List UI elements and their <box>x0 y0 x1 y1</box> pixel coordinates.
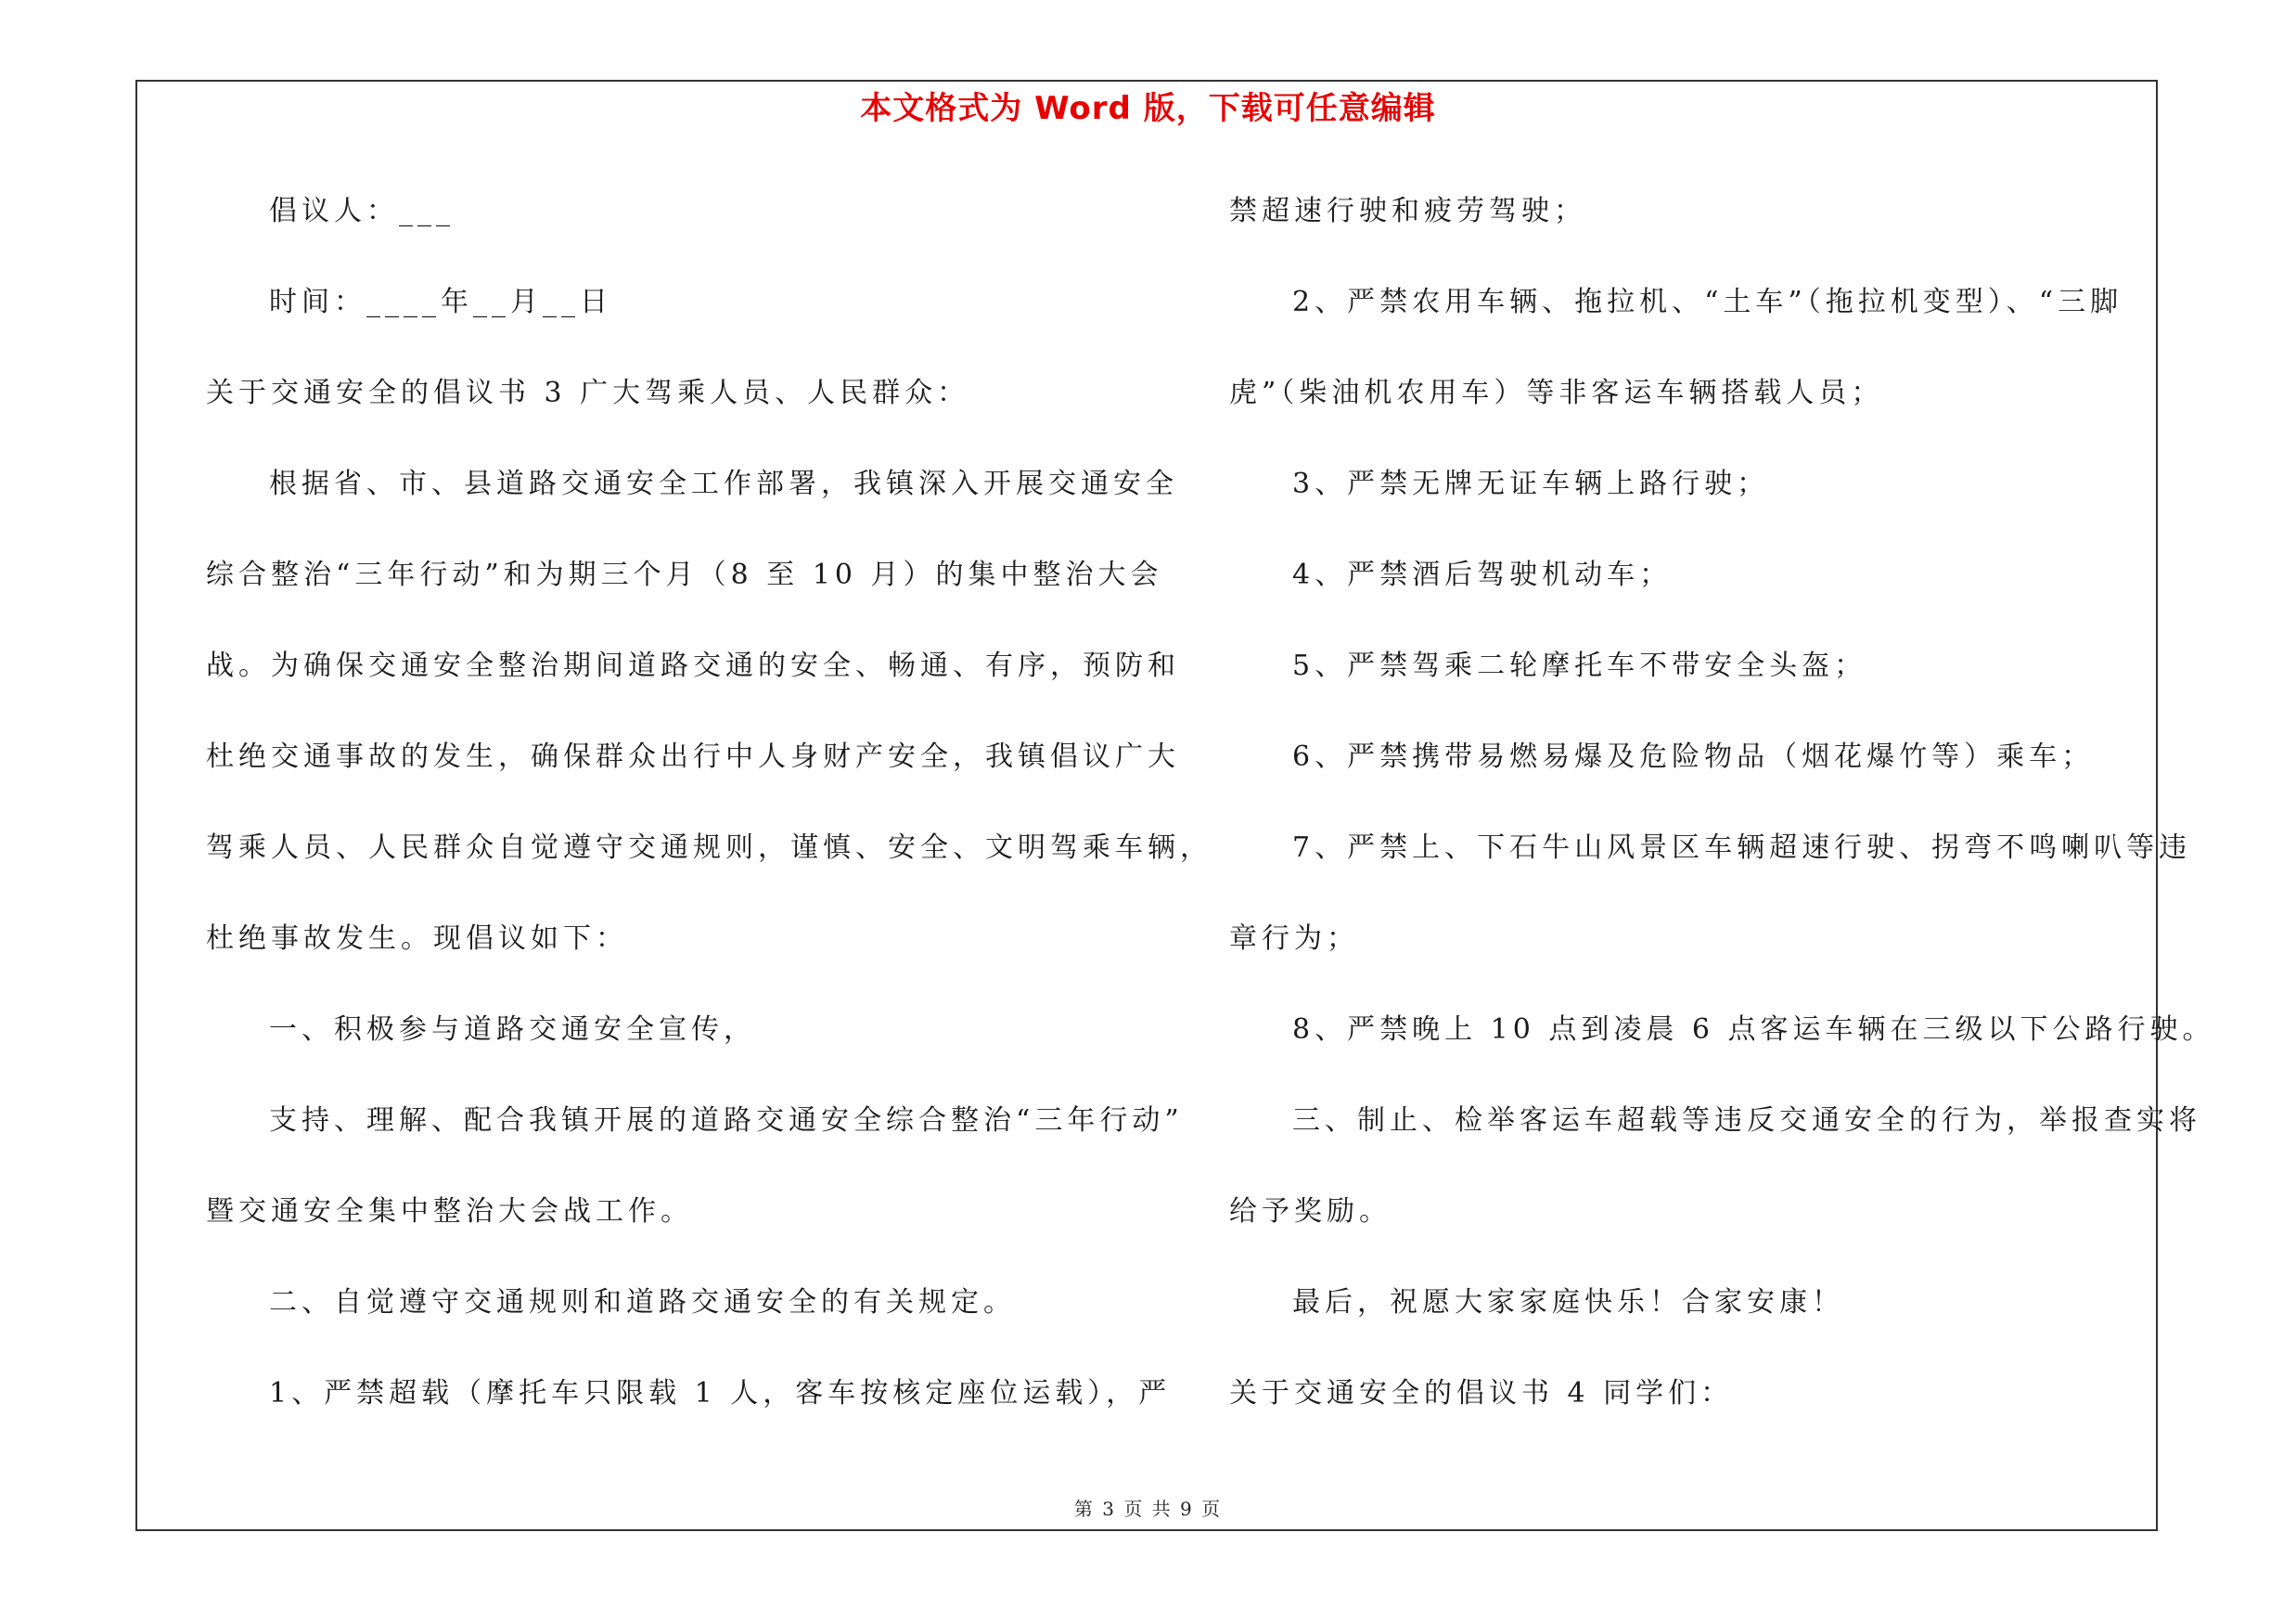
left-text-column <box>206 184 1212 1457</box>
paragraph-line: 虎”（柴油机农用车）等非客运车辆搭载人员； <box>1229 377 1884 409</box>
paragraph-line: 6、严禁携带易燃易爆及危险物品（烟花爆竹等）乘车； <box>1292 741 2095 773</box>
paragraph-line: 4、严禁酒后驾驶机动车； <box>1292 559 1673 591</box>
header-banner: 本文格式为 Word 版，下载可任意编辑 <box>860 90 1436 127</box>
paragraph-line: 3、严禁无牌无证车辆上路行驶； <box>1292 468 1770 500</box>
paragraph-line: 综合整治“三年行动”和为期三个月（8 至 10 月）的集中整治大会 <box>206 559 1163 591</box>
right-text-column <box>1229 184 2215 1457</box>
paragraph-line: 最后，祝愿大家家庭快乐！合家安康！ <box>1292 1286 1844 1319</box>
paragraph-line: 8、严禁晚上 10 点到凌晨 6 点客运车辆在三级以下公路行驶。 <box>1292 1013 2215 1046</box>
paragraph-line: 二、自觉遵守交通规则和道路交通安全的有关规定。 <box>269 1286 1016 1319</box>
paragraph-line: 三、制止、检举客运车超载等违反交通安全的行为，举报查实将 <box>1292 1104 2201 1137</box>
paragraph-line: 关于交通安全的倡议书 4 同学们： <box>1229 1377 1734 1410</box>
page-number: 第 3 页 共 9 页 <box>1073 1498 1223 1520</box>
paragraph-line: 杜绝事故发生。现倡议如下： <box>206 922 628 955</box>
paragraph-line: 1、严禁超载（摩托车只限载 1 人，客车按核定座位运载），严 <box>269 1377 1172 1410</box>
paragraph-line: 暨交通安全集中整治大会战工作。 <box>206 1195 693 1228</box>
paragraph-line: 时间：____年__月__日 <box>269 286 612 318</box>
paragraph-line: 战。为确保交通安全整治期间道路交通的安全、畅通、有序，预防和 <box>206 650 1180 682</box>
paragraph-line: 关于交通安全的倡议书 3 广大驾乘人员、人民群众： <box>206 377 970 409</box>
paragraph-line: 7、严禁上、下石牛山风景区车辆超速行驶、拐弯不鸣喇叭等违 <box>1292 831 2192 864</box>
paragraph-line: 5、严禁驾乘二轮摩托车不带安全头盔； <box>1292 650 1867 682</box>
paragraph-line: 章行为； <box>1229 922 1359 955</box>
paragraph-line: 支持、理解、配合我镇开展的道路交通安全综合整治“三年行动” <box>269 1104 1184 1137</box>
paragraph-line: 禁超速行驶和疲劳驾驶； <box>1229 195 1586 227</box>
paragraph-line: 杜绝交通事故的发生，确保群众出行中人身财产安全，我镇倡议广大 <box>206 741 1180 773</box>
paragraph-line: 根据省、市、县道路交通安全工作部署，我镇深入开展交通安全 <box>269 468 1178 500</box>
paragraph-line: 2、严禁农用车辆、拖拉机、“土车”（拖拉机变型）、“三脚 <box>1292 286 2123 318</box>
paragraph-line: 驾乘人员、人民群众自觉遵守交通规则，谨慎、安全、文明驾乘车辆， <box>206 831 1212 864</box>
paragraph-line: 一、积极参与道路交通安全宣传， <box>269 1013 756 1046</box>
paragraph-line: 倡议人：___ <box>269 195 455 227</box>
paragraph-line: 给予奖励。 <box>1229 1195 1392 1228</box>
